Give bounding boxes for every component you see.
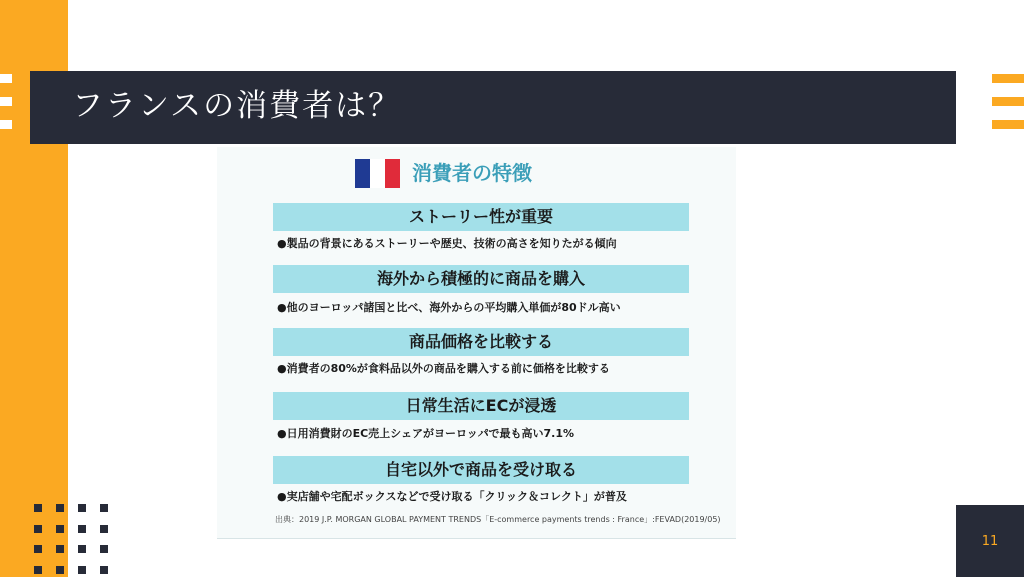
section-heading: 自宅以外で商品を受け取る xyxy=(273,456,689,484)
dot-grid-decoration xyxy=(34,504,114,577)
section-heading: ストーリー性が重要 xyxy=(273,203,689,231)
flag-stripe-red xyxy=(385,159,400,188)
right-dash-decoration xyxy=(992,74,1024,83)
section-heading: 日常生活にECが浸透 xyxy=(273,392,689,420)
section-bullet: ●製品の背景にあるストーリーや歴史、技術の高さを知りたがる傾向 xyxy=(277,237,617,250)
section-bullet: ●消費者の80%が食料品以外の商品を購入する前に価格を比較する xyxy=(277,362,610,375)
section-bullet: ●実店舗や宅配ボックスなどで受け取る「クリック＆コレクト」が普及 xyxy=(277,490,627,503)
right-dash-decoration xyxy=(992,97,1024,106)
left-dash-decoration xyxy=(0,120,12,129)
slide-title: フランスの消費者は？ xyxy=(72,88,402,124)
france-flag-icon xyxy=(355,159,400,188)
left-dash-decoration xyxy=(0,97,12,106)
section-heading: 海外から積極的に商品を購入 xyxy=(273,265,689,293)
flag-stripe-blue xyxy=(355,159,370,188)
section-heading: 商品価格を比較する xyxy=(273,328,689,356)
page-number-box xyxy=(956,505,1024,577)
content-image xyxy=(217,147,736,539)
section-bullet: ●他のヨーロッパ諸国と比べ、海外からの平均購入単価が80ドル高い xyxy=(277,301,621,314)
content-header: 消費者の特徴 xyxy=(412,161,532,185)
left-dash-decoration xyxy=(0,74,12,83)
flag-stripe-white xyxy=(370,159,385,188)
page-number: 11 xyxy=(981,534,999,549)
section-bullet: ●日用消費財のEC売上シェアがヨーロッパで最も高い7.1% xyxy=(277,427,575,440)
source-citation: 出典：2019 J.P. MORGAN GLOBAL PAYMENT TRENDS「E-commerce payments trends : France」:FEVAD(2019/05) xyxy=(275,515,721,524)
right-dash-decoration xyxy=(992,120,1024,129)
